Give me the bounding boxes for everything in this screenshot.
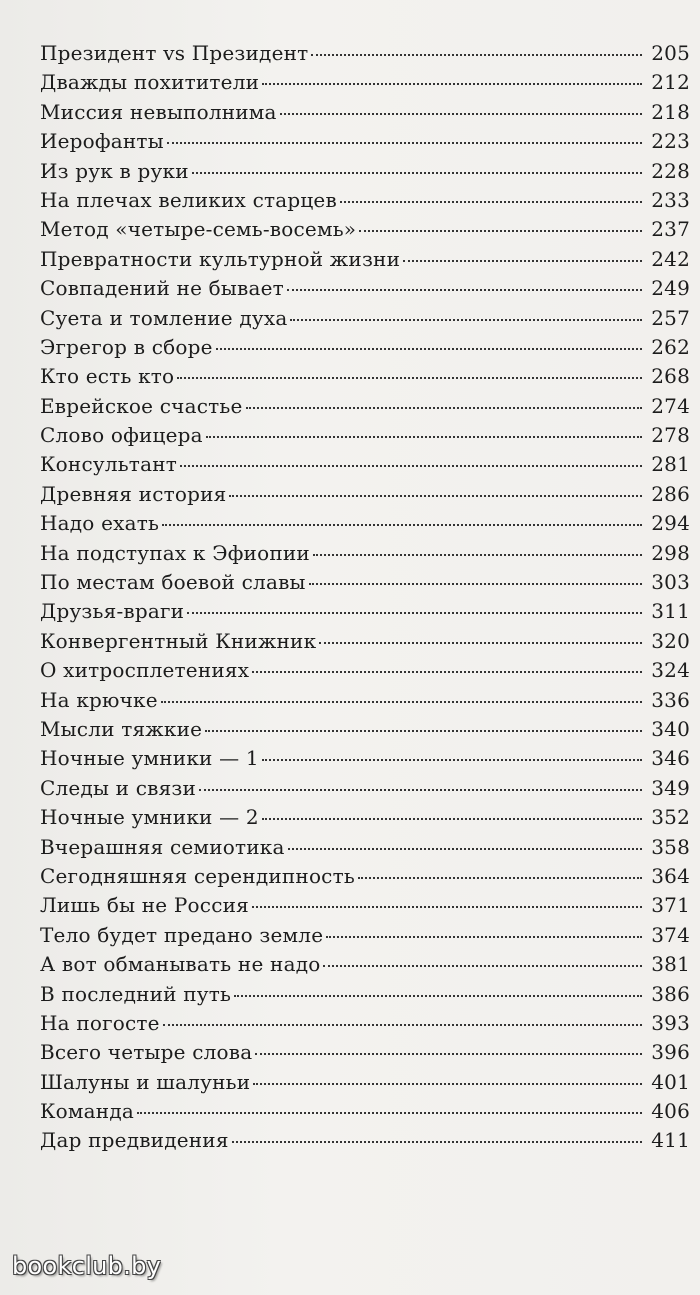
toc-entry [40, 1128, 690, 1157]
dot-leader [252, 671, 642, 673]
toc-entry-page-number: 352 [651, 805, 690, 830]
toc-entry [40, 599, 690, 628]
dot-leader [205, 730, 642, 732]
toc-entry [40, 629, 690, 658]
dot-leader [246, 407, 642, 409]
toc-entry-title: Следы и связи [40, 775, 197, 800]
toc-entry-title: Надо ехать [40, 511, 160, 536]
toc-entry [40, 541, 690, 570]
toc-entry-page-number: 320 [651, 628, 690, 653]
toc-entry-title: Тело будет предано земле [40, 922, 324, 947]
toc-entry [40, 805, 690, 834]
toc-entry [40, 247, 690, 276]
toc-entry-page-number: 249 [651, 276, 690, 301]
toc-entry-page-number: 393 [651, 1010, 690, 1035]
toc-entry-page-number: 324 [651, 658, 690, 683]
dot-leader [340, 201, 642, 203]
toc-entry-title: Древняя история [40, 481, 227, 506]
dot-leader [280, 113, 642, 115]
toc-entry-title: Друзья-враги [40, 599, 185, 624]
toc-entry-page-number: 411 [651, 1128, 690, 1153]
dot-leader [252, 906, 642, 908]
toc-entry-title: Мысли тяжкие [40, 716, 203, 741]
toc-entry [40, 188, 690, 217]
dot-leader [311, 54, 642, 56]
toc-entry-title: Суета и томление духа [40, 305, 288, 330]
dot-leader [313, 554, 642, 556]
toc-entry-title: Из рук в руки [40, 158, 189, 183]
toc-entry-title: Шалуны и шалуньи [40, 1069, 251, 1094]
dot-leader [232, 1141, 642, 1143]
toc-entry [40, 952, 690, 981]
toc-entry-page-number: 218 [651, 99, 690, 124]
toc-entry [40, 482, 690, 511]
dot-leader [192, 172, 642, 174]
toc-entry-page-number: 242 [651, 246, 690, 271]
toc-entry-title: Метод «четыре-семь-восемь» [40, 217, 357, 242]
toc-entry [40, 41, 690, 70]
dot-leader [163, 1024, 642, 1026]
toc-entry [40, 835, 690, 864]
toc-entry [40, 923, 690, 952]
toc-entry-title: Президент vs Президент [40, 41, 309, 65]
toc-entry [40, 1011, 690, 1040]
toc-entry [40, 129, 690, 158]
dot-leader [262, 759, 642, 761]
toc-entry-page-number: 278 [651, 423, 690, 448]
dot-leader [177, 377, 642, 379]
toc-entry-title: Вчерашняя семиотика [40, 834, 285, 859]
toc-entry-page-number: 298 [651, 540, 690, 565]
toc-entry-title: На крючке [40, 687, 158, 712]
dot-leader [167, 142, 642, 144]
toc-entry-page-number: 223 [651, 129, 690, 154]
toc-entry-title: В последний путь [40, 981, 232, 1006]
dot-leader [255, 1053, 642, 1055]
dot-leader [161, 701, 642, 703]
toc-entry-title: Еврейское счастье [40, 393, 243, 418]
toc-entry-page-number: 286 [651, 481, 690, 506]
toc-entry-page-number: 346 [651, 746, 690, 771]
toc-entry-page-number: 233 [651, 187, 690, 212]
toc-entry-page-number: 228 [651, 158, 690, 183]
toc-entry-title: Команда [40, 1099, 134, 1124]
toc-entry-page-number: 303 [651, 570, 690, 595]
toc-entry-title: Конвергентный Книжник [40, 628, 317, 653]
dot-leader [229, 495, 642, 497]
toc-entry-title: Ночные умники — 2 [40, 805, 259, 830]
toc-entry [40, 570, 690, 599]
dot-leader [403, 260, 642, 262]
dot-leader [262, 83, 642, 85]
toc-entry [40, 864, 690, 893]
toc-entry-title: На подступах к Эфиопии [40, 540, 310, 565]
toc-entry [40, 893, 690, 922]
toc-entry-title: Дар предвидения [40, 1128, 229, 1153]
toc-entry-title: Дважды похитители [40, 70, 260, 95]
toc-entry [40, 364, 690, 393]
toc-entry-page-number: 371 [651, 893, 690, 918]
toc-entry [40, 776, 690, 805]
toc-entry-title: Всего четыре слова [40, 1040, 253, 1065]
dot-leader [323, 965, 642, 967]
toc-entry-page-number: 396 [651, 1040, 690, 1065]
dot-leader [359, 230, 642, 232]
toc-entry [40, 70, 690, 99]
dot-leader [253, 1083, 642, 1085]
toc-entry [40, 100, 690, 129]
toc-entry-title: Совпадений не бывает [40, 276, 284, 301]
toc-entry [40, 1099, 690, 1128]
toc-entry-title: Слово офицера [40, 423, 203, 448]
dot-leader [180, 465, 642, 467]
dot-leader [234, 995, 642, 997]
dot-leader [290, 319, 642, 321]
watermark: bookclub.by [12, 1252, 162, 1280]
toc-entry-page-number: 401 [651, 1069, 690, 1094]
toc-entry [40, 658, 690, 687]
toc-entry-title: На плечах великих старцев [40, 187, 337, 212]
dot-leader [262, 818, 642, 820]
toc-entry-page-number: 237 [651, 217, 690, 242]
dot-leader [288, 848, 642, 850]
toc-entry-title: Миссия невыполнима [40, 99, 277, 124]
table-of-contents [40, 41, 690, 1158]
toc-entry-page-number: 374 [651, 922, 690, 947]
dot-leader [162, 524, 642, 526]
toc-entry [40, 217, 690, 246]
dot-leader [206, 436, 642, 438]
toc-entry-page-number: 381 [651, 952, 690, 977]
toc-entry [40, 511, 690, 540]
toc-entry [40, 982, 690, 1011]
toc-entry-title: Иерофанты [40, 129, 164, 154]
dot-leader [187, 612, 642, 614]
toc-entry-page-number: 386 [651, 981, 690, 1006]
toc-entry-page-number: 281 [651, 452, 690, 477]
toc-entry-title: Консультант [40, 452, 177, 477]
toc-entry-page-number: 336 [651, 687, 690, 712]
toc-entry [40, 306, 690, 335]
dot-leader [326, 936, 642, 938]
toc-entry [40, 452, 690, 481]
toc-entry [40, 1040, 690, 1069]
toc-entry [40, 746, 690, 775]
dot-leader [358, 877, 642, 879]
toc-entry-page-number: 274 [651, 393, 690, 418]
toc-entry-title: По местам боевой славы [40, 570, 306, 595]
toc-entry-page-number: 349 [651, 775, 690, 800]
toc-entry-title: Ночные умники — 1 [40, 746, 259, 771]
dot-leader [199, 789, 642, 791]
dot-leader [137, 1112, 642, 1114]
toc-entry [40, 688, 690, 717]
dot-leader [216, 348, 642, 350]
toc-entry-title: Лишь бы не Россия [40, 893, 249, 918]
toc-entry-page-number: 268 [651, 364, 690, 389]
toc-entry-title: Превратности культурной жизни [40, 246, 401, 271]
toc-entry-title: Кто есть кто [40, 364, 175, 389]
toc-entry-title: Сегодняшняя серендипность [40, 863, 355, 888]
dot-leader [287, 289, 642, 291]
toc-entry-page-number: 311 [651, 599, 690, 624]
toc-entry-page-number: 364 [651, 863, 690, 888]
toc-entry [40, 394, 690, 423]
toc-entry-page-number: 212 [651, 70, 690, 95]
toc-entry [40, 423, 690, 452]
toc-entry [40, 335, 690, 364]
toc-entry-title: О хитросплетениях [40, 658, 250, 683]
toc-entry-title: Эгрегор в сборе [40, 334, 213, 359]
toc-entry [40, 276, 690, 305]
toc-entry-title: На погосте [40, 1010, 160, 1035]
toc-entry-page-number: 257 [651, 305, 690, 330]
toc-entry-page-number: 294 [651, 511, 690, 536]
toc-entry-page-number: 262 [651, 334, 690, 359]
dot-leader [309, 583, 642, 585]
toc-entry-page-number: 406 [651, 1099, 690, 1124]
dot-leader [319, 642, 642, 644]
toc-entry-page-number: 340 [651, 716, 690, 741]
toc-entry [40, 717, 690, 746]
toc-entry [40, 159, 690, 188]
toc-entry-page-number: 205 [651, 41, 690, 65]
toc-entry-page-number: 358 [651, 834, 690, 859]
toc-entry [40, 1070, 690, 1099]
toc-entry-title: А вот обманывать не надо [40, 952, 321, 977]
